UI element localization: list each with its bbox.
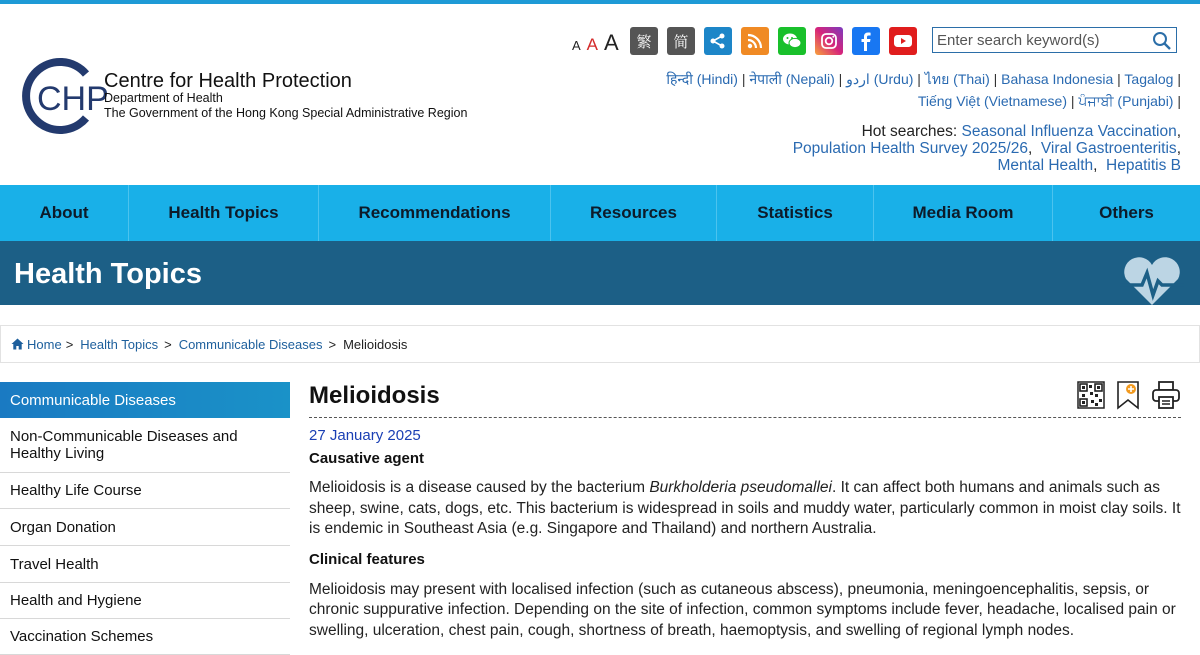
department-name: Department of Health bbox=[104, 91, 223, 105]
nav-health-topics[interactable]: Health Topics bbox=[129, 185, 319, 241]
lang-separator: | bbox=[741, 71, 746, 87]
rss-icon[interactable] bbox=[741, 27, 769, 55]
nav-recommendations[interactable]: Recommendations bbox=[319, 185, 551, 241]
lang-separator: | bbox=[838, 71, 843, 87]
paragraph-clinical-features: Melioidosis may present with localised infection (such as cutaneous abscess), pneumonia, meningoencephalitis, sepsis, or chronic suppurative infection. Depending on the site of infection, common symptoms include fever, headache, localised pain or swelling, ulceration, chest pain, cough, shortness of breath, haemoptysis, and swelling of regional lymph nodes. bbox=[309, 580, 1176, 639]
lang-separator: | bbox=[993, 71, 998, 87]
sidebar bbox=[0, 382, 290, 655]
page-title: Melioidosis bbox=[309, 382, 440, 409]
sidebar-item-healthy-life-course[interactable]: Healthy Life Course bbox=[0, 473, 290, 509]
tool-icons bbox=[630, 27, 917, 55]
lang-vietnamese[interactable]: Tiếng Việt (Vietnamese) bbox=[917, 93, 1067, 109]
breadcrumb-communicable-diseases[interactable]: Communicable Diseases bbox=[178, 336, 323, 352]
nav-statistics[interactable]: Statistics bbox=[717, 185, 874, 241]
youtube-icon[interactable] bbox=[889, 27, 917, 55]
section-heading-causative-agent: Causative agent bbox=[309, 450, 425, 467]
hot-search-link[interactable]: Population Health Survey 2025/26 bbox=[792, 140, 1028, 157]
hot-search-link[interactable]: Hepatitis B bbox=[1106, 157, 1181, 174]
nav-resources[interactable]: Resources bbox=[551, 185, 717, 241]
sidebar-item-travel-health[interactable]: Travel Health bbox=[0, 546, 290, 583]
bookmark-icon[interactable] bbox=[1115, 380, 1141, 410]
language-links bbox=[621, 68, 1181, 112]
breadcrumb bbox=[0, 325, 1200, 363]
lang-separator: | bbox=[917, 71, 921, 87]
lang-urdu[interactable]: اردو (Urdu) bbox=[846, 71, 914, 87]
font-size-controls bbox=[572, 30, 619, 56]
publish-date: 27 January 2025 bbox=[309, 427, 421, 444]
font-size-medium[interactable]: A bbox=[586, 35, 599, 54]
lang-indonesian[interactable]: Bahasa Indonesia bbox=[1001, 71, 1114, 87]
paragraph-causative-agent bbox=[309, 478, 1181, 540]
sidebar-item-communicable-diseases[interactable]: Communicable Diseases bbox=[0, 382, 290, 418]
banner-title: Health Topics bbox=[14, 258, 202, 290]
breadcrumb-home[interactable]: Home bbox=[27, 336, 62, 352]
hot-search-link[interactable]: Seasonal Influenza Vaccination bbox=[961, 123, 1177, 140]
government-name: The Government of the Hong Kong Special Administrative Region bbox=[104, 106, 468, 120]
lang-separator: | bbox=[1117, 71, 1121, 87]
breadcrumb-separator: > bbox=[65, 336, 74, 352]
nav-about[interactable]: About bbox=[0, 185, 129, 241]
section-banner bbox=[0, 241, 1200, 305]
page-tools bbox=[1077, 380, 1181, 410]
content-header bbox=[309, 382, 1181, 418]
lang-separator: | bbox=[1177, 93, 1181, 109]
lang-separator: | bbox=[1177, 71, 1181, 87]
breadcrumb-separator: > bbox=[328, 336, 337, 352]
lang-separator: | bbox=[1070, 93, 1075, 109]
simplified-chinese-label: 简 bbox=[673, 33, 689, 51]
lang-thai[interactable]: ไทย (Thai) bbox=[924, 71, 990, 87]
search-box bbox=[932, 27, 1177, 53]
sidebar-item-vaccination-schemes[interactable]: Vaccination Schemes bbox=[0, 619, 290, 655]
lang-punjabi[interactable]: ਪੰਜਾਬੀ (Punjabi) bbox=[1078, 93, 1174, 109]
paragraph-text: Melioidosis is a disease caused by the bacterium bbox=[309, 479, 650, 496]
heartbeat-icon bbox=[1118, 257, 1186, 307]
simplified-chinese-button[interactable] bbox=[667, 27, 695, 55]
hot-searches-label: Hot searches: bbox=[861, 123, 958, 140]
wechat-icon[interactable] bbox=[778, 27, 806, 55]
breadcrumb-current: Melioidosis bbox=[343, 336, 408, 352]
qr-code-icon[interactable] bbox=[1077, 380, 1105, 410]
main-nav bbox=[0, 185, 1200, 241]
facebook-icon[interactable] bbox=[852, 27, 880, 55]
logo-letters: CHP bbox=[37, 80, 109, 118]
search-icon[interactable] bbox=[1152, 31, 1172, 51]
chp-logo-mark bbox=[20, 58, 109, 134]
section-heading-clinical-features: Clinical features bbox=[309, 550, 425, 568]
instagram-icon[interactable] bbox=[815, 27, 843, 55]
main-content bbox=[309, 382, 1181, 641]
breadcrumb-health-topics[interactable]: Health Topics bbox=[80, 336, 159, 352]
paragraph-text: . It can affect both humans and animals such as sheep, swine, cats, dogs, etc. This bacterium is widespread in soils and muddy water, particularly common in moist clay soils. It is endemic in Southeast Asia (e.g. Singapore and Thailand) and northern Australia. bbox=[309, 479, 1181, 537]
lang-hindi[interactable]: हिन्दी (Hindi) bbox=[666, 71, 738, 87]
nav-media-room[interactable]: Media Room bbox=[874, 185, 1053, 241]
lang-nepali[interactable]: नेपाली (Nepali) bbox=[749, 71, 835, 87]
sidebar-item-organ-donation[interactable]: Organ Donation bbox=[0, 509, 290, 546]
traditional-chinese-button[interactable] bbox=[630, 27, 658, 55]
font-size-small[interactable]: A bbox=[572, 38, 581, 53]
bacterium-name: Burkholderia pseudomallei bbox=[649, 479, 832, 496]
lang-tagalog[interactable]: Tagalog bbox=[1124, 71, 1174, 87]
search-input[interactable] bbox=[937, 30, 1147, 50]
sidebar-item-non-communicable-diseases[interactable]: Non-Communicable Diseases and Healthy Living bbox=[0, 418, 290, 473]
share-icon[interactable] bbox=[704, 27, 732, 55]
print-icon[interactable] bbox=[1151, 380, 1181, 410]
sidebar-item-health-hygiene[interactable]: Health and Hygiene bbox=[0, 583, 290, 619]
font-size-large[interactable]: A bbox=[604, 30, 619, 55]
chp-logo[interactable] bbox=[20, 58, 520, 138]
top-accent-bar bbox=[0, 0, 1200, 4]
hot-search-link[interactable]: Mental Health bbox=[997, 157, 1094, 174]
site-title: Centre for Health Protection bbox=[104, 70, 352, 92]
hot-searches: Hot searches: Seasonal Influenza Vaccination, Population Health Survey 2025/26, Viral Gastroenteritis, Mental Health, Hepatitis B bbox=[792, 123, 1181, 174]
hot-search-link[interactable]: Viral Gastroenteritis bbox=[1040, 140, 1177, 157]
home-icon[interactable] bbox=[11, 338, 24, 350]
breadcrumb-separator: > bbox=[164, 336, 172, 352]
traditional-chinese-label: 繁 bbox=[636, 33, 652, 51]
nav-others[interactable]: Others bbox=[1099, 203, 1154, 222]
